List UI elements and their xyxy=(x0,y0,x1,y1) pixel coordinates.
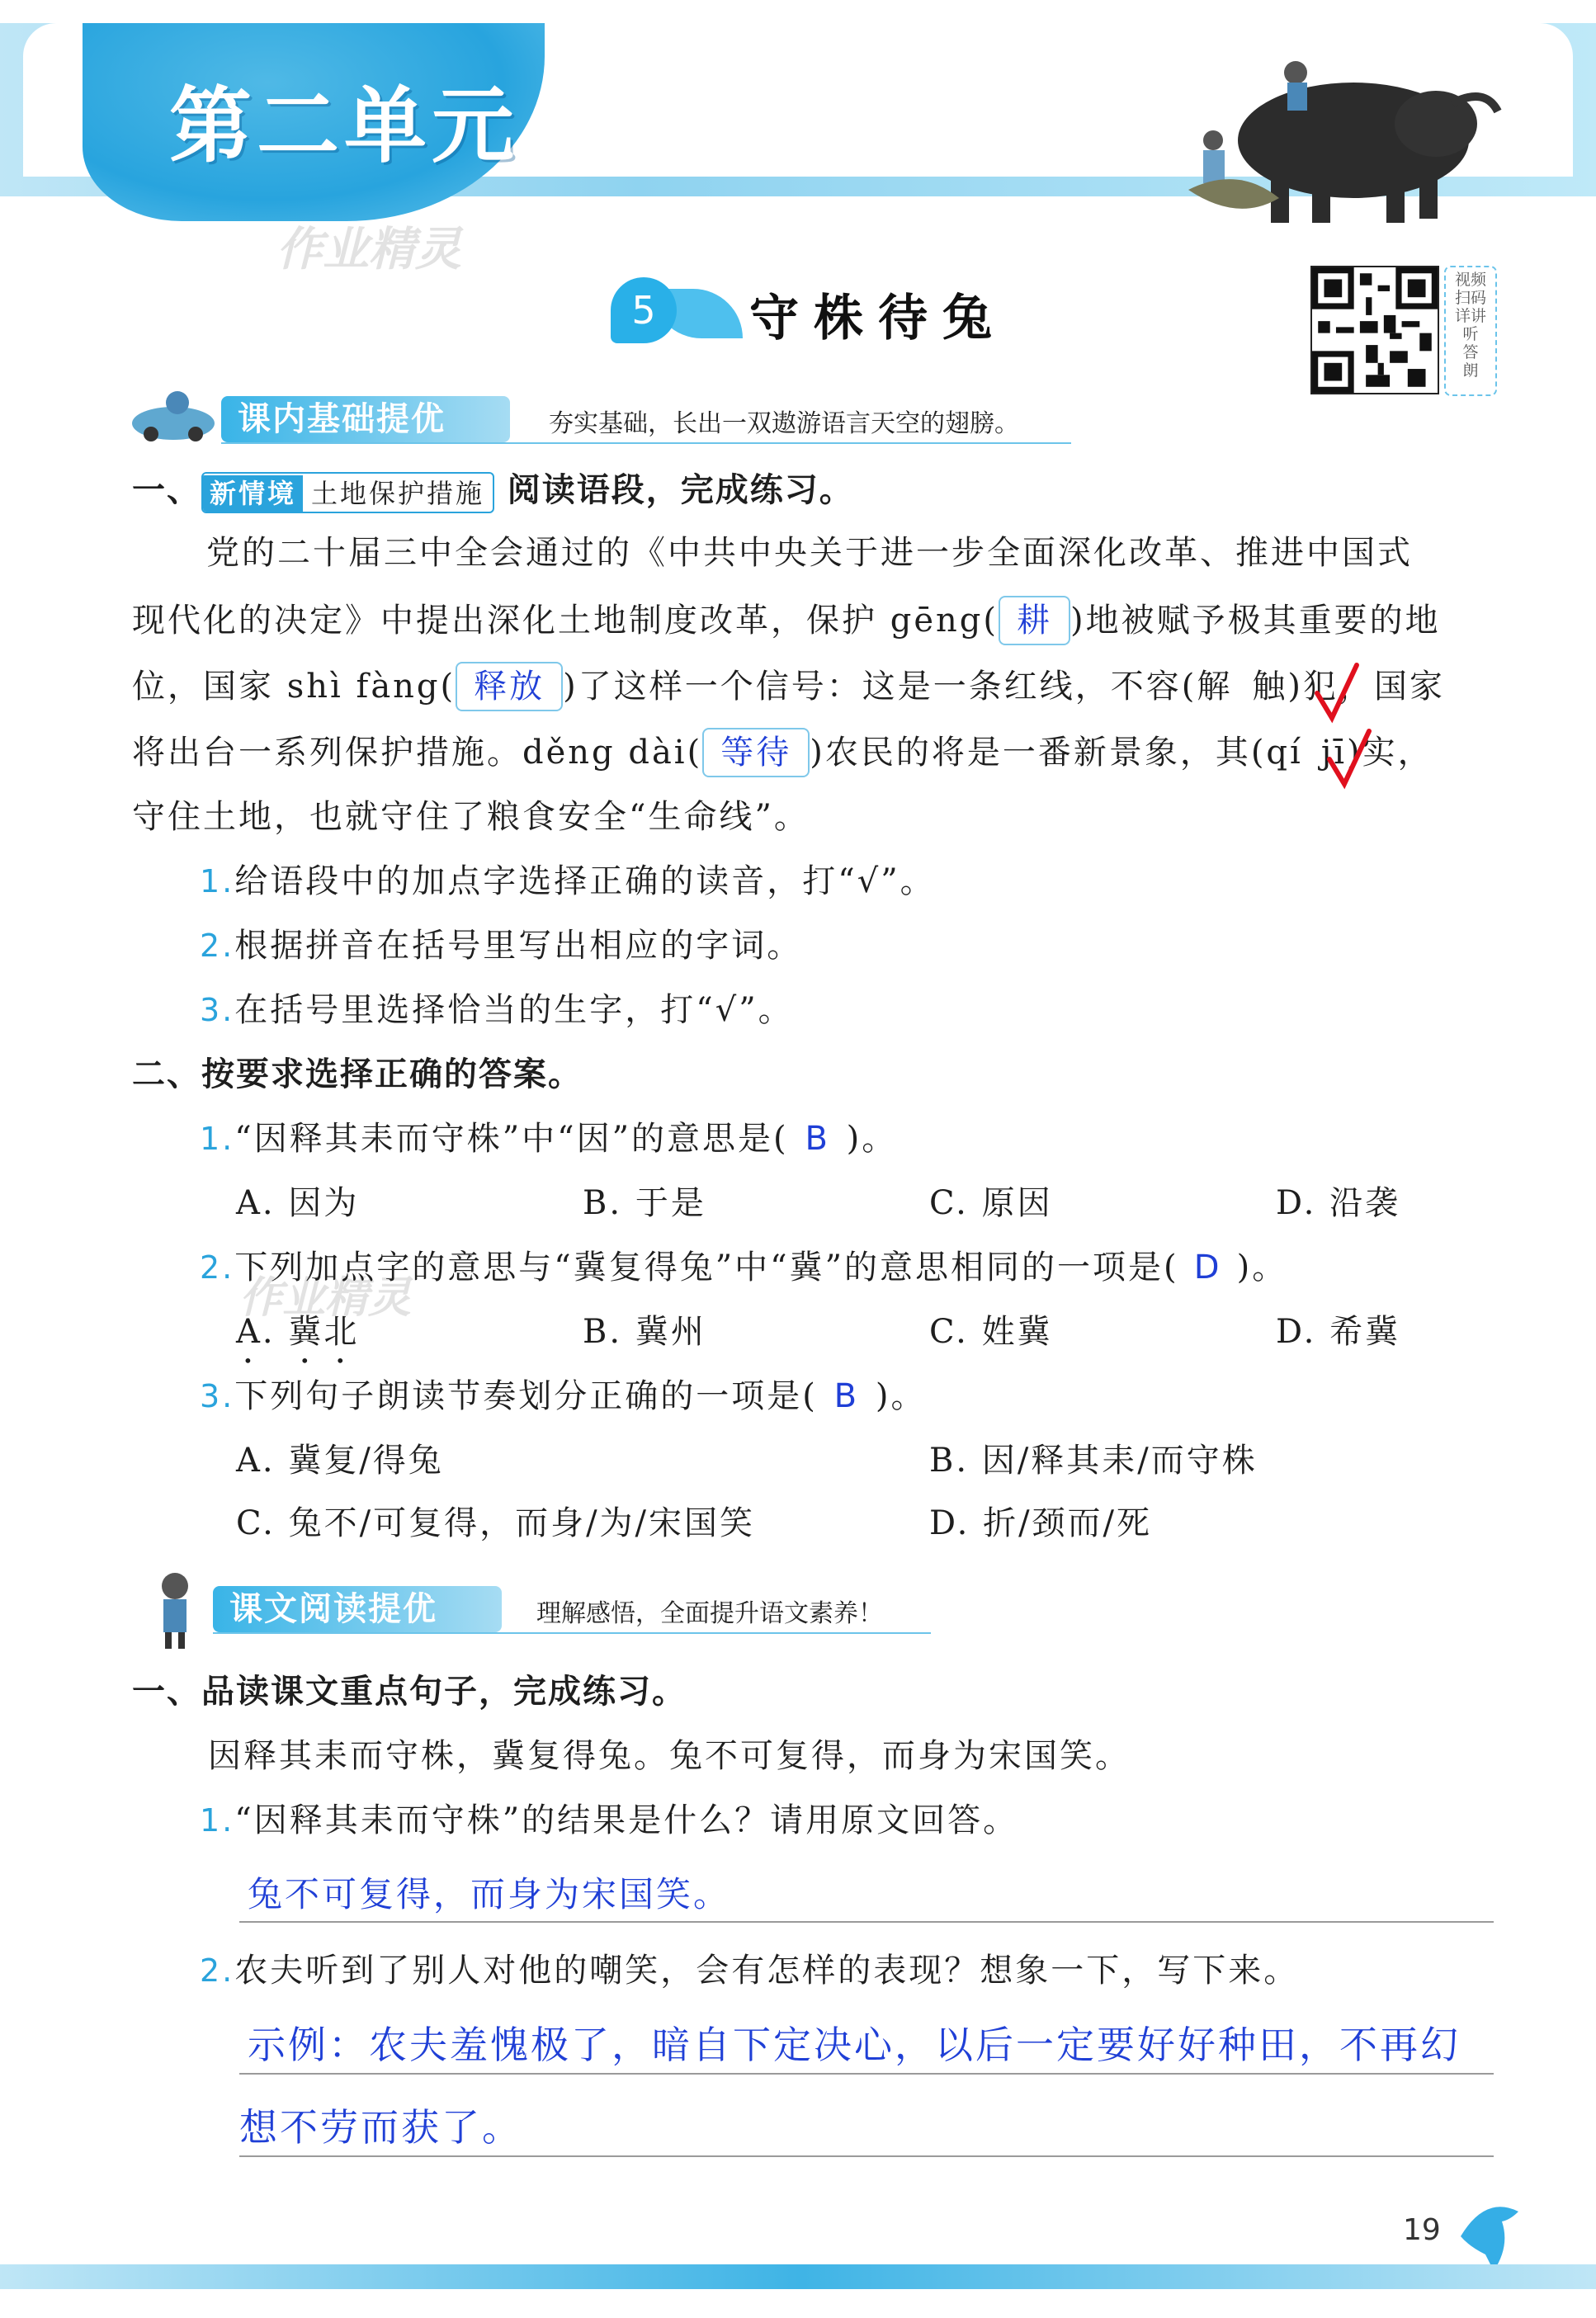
reading-item-2: 2.农夫听到了别人对他的嘲笑，会有怎样的表现？想象一下，写下来。 xyxy=(200,1952,1300,1990)
q1-item-3: 3.在括号里选择恰当的生字，打“√”。 xyxy=(200,991,794,1029)
option-b[interactable]: B. 于是 xyxy=(583,1184,706,1222)
qr-caption: 视频 扫码 详讲 听 答 朗 xyxy=(1444,266,1497,396)
option-a[interactable]: A. 冀北 xyxy=(236,1313,360,1351)
q1-item-2: 2.根据拼音在括号里写出相应的字词。 xyxy=(200,927,803,965)
mascot-icon xyxy=(142,1568,208,1650)
answer-dengdai: 等待 xyxy=(702,728,810,777)
q2-item-3: 3.下列句子朗读节奏划分正确的一项是( B )。 xyxy=(200,1373,926,1419)
page-number: 19 xyxy=(1403,2213,1441,2247)
answer-line: 兔不可复得，而身为宋国笑。 xyxy=(248,1874,731,1914)
q1-item-1: 1.给语段中的加点字选择正确的读音，打“√”。 xyxy=(200,862,936,900)
answer-geng: 耕 xyxy=(999,596,1070,645)
watermark: 作业精灵 xyxy=(239,1273,412,1323)
answer-rule xyxy=(239,2073,1494,2075)
buffalo-illustration xyxy=(1164,25,1510,231)
option-c[interactable]: C. 兔不/可复得，而身/为/宋国笑 xyxy=(236,1504,756,1542)
passage-line-3: 位，国家 shì fàng( 释放 )了这样一个信号：这是一条红线，不容(解 触)犯，国家 xyxy=(132,662,1445,711)
option-b[interactable]: B. 冀州 xyxy=(583,1313,706,1351)
answer-shifang: 释放 xyxy=(456,662,563,711)
answer-rule xyxy=(239,1921,1494,1923)
answer-line: 示例：农夫羞愧极了，暗自下定决心，以后一定要好好种田，不再幻 xyxy=(248,2023,1461,2067)
q2-item-1: 1.“因释其耒而守株”中“因”的意思是( B )。 xyxy=(200,1116,897,1162)
section-underline xyxy=(221,442,1071,444)
unit-title: 第二单元 xyxy=(169,78,519,174)
scenario-tag: 新情境 土地保护措施 xyxy=(201,472,494,513)
lesson-title: 守株待兔 xyxy=(749,290,1007,347)
option-b[interactable]: B. 因/释其耒/而守株 xyxy=(929,1442,1258,1480)
reading-quote: 因释其耒而守株，冀复得兔。兔不可复得，而身为宋国笑。 xyxy=(208,1737,1131,1775)
option-a[interactable]: A. 冀复/得兔 xyxy=(236,1442,444,1480)
answer-line: 想不劳而获了。 xyxy=(239,2105,522,2150)
section-banner-reading: 课文阅读提优 xyxy=(213,1586,502,1632)
answer-choice: B xyxy=(805,1120,830,1158)
option-c[interactable]: C. 姓冀 xyxy=(929,1313,1053,1351)
option-d[interactable]: D. 折/颈而/死 xyxy=(929,1504,1153,1542)
reading-item-1: 1.“因释其耒而守株”的结果是什么？请用原文回答。 xyxy=(200,1801,1019,1839)
passage-line-4: 将出台一系列保护措施。děng dài( 等待 )农民的将是一番新景象，其(qí jī)实， xyxy=(132,728,1433,777)
answer-choice: B xyxy=(833,1377,860,1415)
answer-choice: D xyxy=(1193,1249,1222,1286)
q1-heading: 一、 新情境 土地保护措施 阅读语段，完成练习。 xyxy=(132,467,854,513)
option-a[interactable]: A. 因为 xyxy=(236,1184,360,1222)
check-mark-icon xyxy=(1324,726,1374,792)
check-mark-icon xyxy=(1312,660,1362,726)
passage-line-5: 守住土地，也就守住了粮食安全“生命线”。 xyxy=(132,798,810,836)
option-c[interactable]: C. 原因 xyxy=(929,1184,1053,1222)
passage-line-1: 党的二十届三中全会通过的《中共中央关于进一步全面深化改革、推进中国式 xyxy=(206,534,1413,572)
passage-line-2: 现代化的决定》中提出深化土地制度改革，保护 gēng( 耕 )地被赋予极其重要的地 xyxy=(132,596,1441,645)
bottom-band xyxy=(0,2264,1596,2289)
section-tagline-basic: 夯实基础，长出一双遨游语言天空的翅膀。 xyxy=(549,409,1019,438)
option-d[interactable]: D. 沿袭 xyxy=(1276,1184,1401,1222)
lesson-number: 5 xyxy=(611,277,677,343)
option-d[interactable]: D. 希冀 xyxy=(1276,1313,1401,1351)
answer-rule xyxy=(239,2155,1494,2157)
q2-heading: 二、按要求选择正确的答案。 xyxy=(132,1055,583,1093)
qr-code[interactable] xyxy=(1310,266,1439,394)
section-tagline-reading: 理解感悟，全面提升语文素养！ xyxy=(536,1599,883,1628)
section-underline xyxy=(213,1632,931,1634)
watermark: 作业精灵 xyxy=(276,223,461,276)
reading-q1-heading: 一、品读课文重点句子，完成练习。 xyxy=(132,1673,687,1711)
q2-item-2: 2.下列加点字的意思与“冀复得兔”中“冀”的意思相同的一项是( D )。 xyxy=(200,1244,1287,1291)
car-mascot-icon xyxy=(128,386,219,444)
section-banner-basic: 课内基础提优 xyxy=(221,396,510,442)
